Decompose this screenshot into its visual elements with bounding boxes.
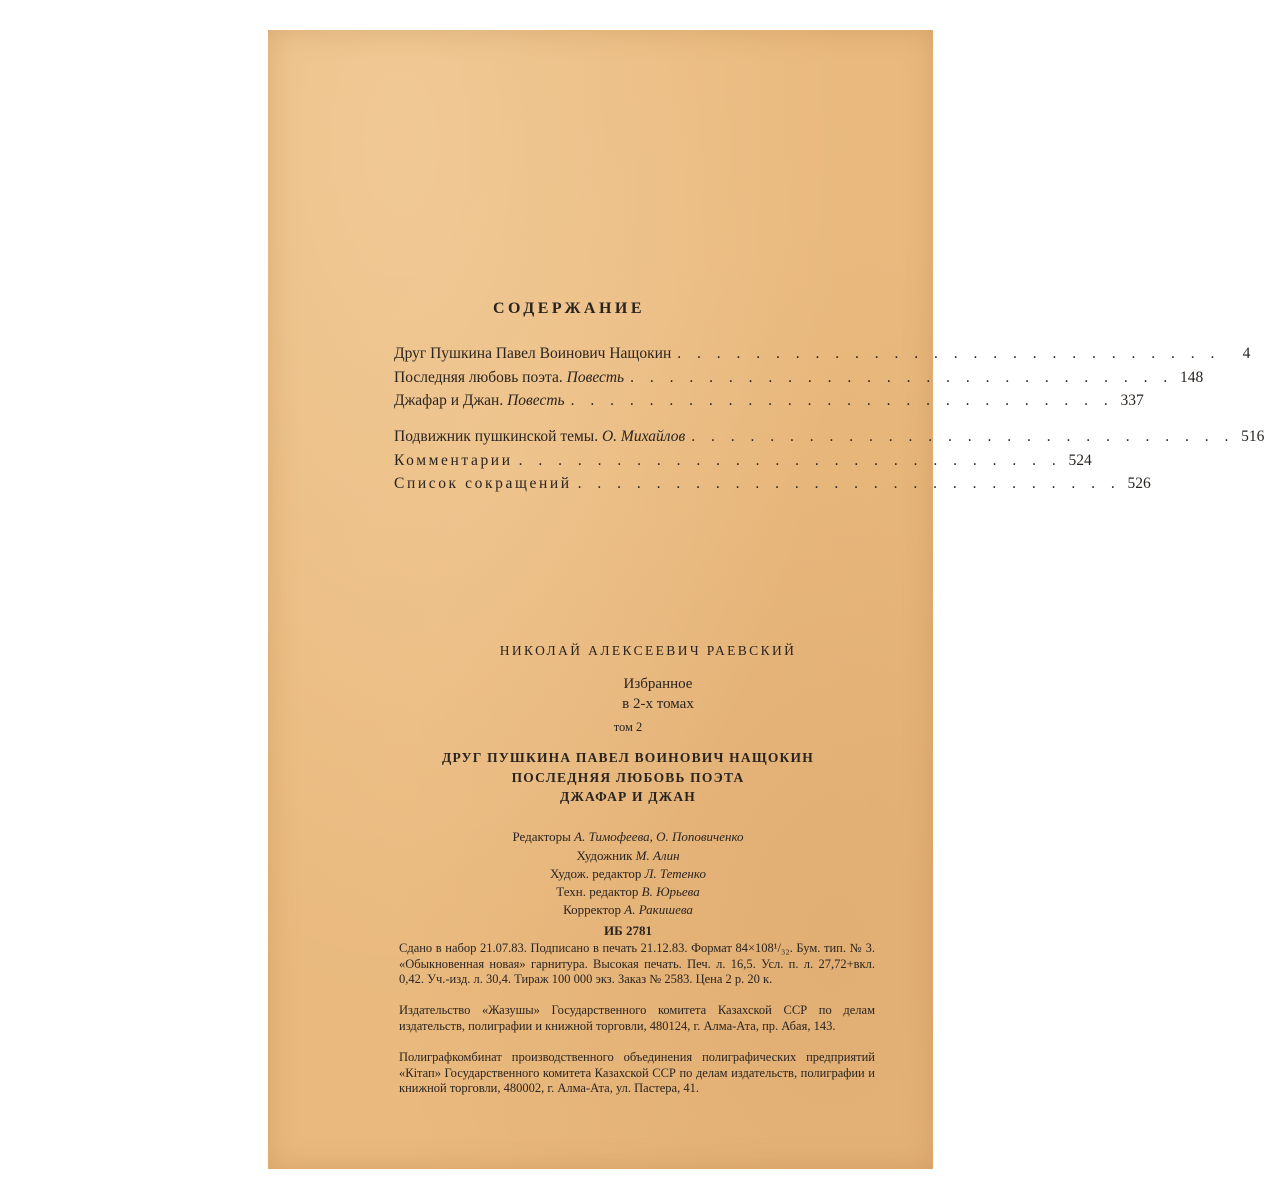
toc-entry [394, 345, 1251, 363]
toc-page-number: 148 [1180, 369, 1204, 386]
credit-line: Техн. редактор В. Юрьева [556, 884, 700, 899]
ib-number: ИБ 2781 [604, 923, 652, 938]
toc-entry-text: Джафар и Джан. Повесть [394, 392, 565, 409]
toc-page-number: 4 [1242, 345, 1251, 362]
toc-entry-text: Последняя любовь поэта. Повесть [394, 369, 625, 386]
toc-entry [394, 369, 1204, 387]
credit-line: Худож. редактор Л. Тетенко [550, 866, 706, 881]
printer-info: Полиграфкомбинат производственного объединения полиграфических предприятий «Кітап» Государственного комитета Казахской ССР по делам издательств, полиграфии и книжной торговли, 480002, г. Алма-Ата, ул. Пастера, 41. [399, 1050, 875, 1096]
volume-count: в 2-х томах [622, 696, 694, 712]
book-title-line: ДРУГ ПУШКИНА ПАВЕЛ ВОИНОВИЧ НАЩОКИН [442, 750, 814, 765]
toc-entry [394, 475, 1151, 493]
toc-page-number: 337 [1120, 392, 1144, 409]
print-details: Сдано в набор 21.07.83. Подписано в печать 21.12.83. Формат 84×108¹/₃₂. Бум. тип. № 3. «Обыкновенная новая» гарнитура. Высокая печать. Печ. л. 16,5. Усл. п. л. 27,72+вкл. 0,42. Уч.-изд. л. 30,4. Тираж 100 000 экз. Заказ № 2583. Цена 2 р. 20 к. [399, 941, 875, 987]
author-name: НИКОЛАЙ АЛЕКСЕЕВИЧ РАЕВСКИЙ [499, 643, 797, 658]
book-title-line: ДЖАФАР И ДЖАН [559, 789, 696, 804]
book-page [268, 30, 1264, 1169]
toc-entry [394, 452, 1092, 470]
toc-page-number: 524 [1068, 452, 1092, 469]
toc-dot-leader: . . . . . . . . . . . . . . . . . . . . . . . . . . . . [570, 392, 1114, 409]
toc-page-number: 526 [1127, 475, 1151, 492]
credit-names: А. Ракишева [624, 902, 693, 917]
credit-line: Корректор А. Ракишева [563, 902, 693, 917]
volume-number: том 2 [613, 720, 643, 734]
toc-dot-leader: . . . . . . . . . . . . . . . . . . . . . . . . . . . . [518, 452, 1062, 469]
contents-heading: СОДЕРЖАНИЕ [493, 300, 646, 317]
toc-dot-leader: . . . . . . . . . . . . . . . . . . . . . . . . . . . . [691, 428, 1235, 445]
toc-entry-italic: Повесть [507, 392, 565, 409]
toc-page-number: 516 [1241, 428, 1264, 445]
credit-names: А. Тимофеева, О. Поповиченко [574, 829, 744, 844]
toc-entry [394, 428, 1264, 446]
toc-dot-leader: . . . . . . . . . . . . . . . . . . . . . . . . . . . . [630, 369, 1174, 386]
toc-entry-italic: О. Михайлов [601, 428, 686, 445]
book-title-line: ПОСЛЕДНЯЯ ЛЮБОВЬ ПОЭТА [511, 770, 745, 785]
toc-entry-text: Подвижник пушкинской темы. О. Михайлов [394, 428, 686, 445]
toc-entry-italic: Повесть [566, 369, 625, 386]
credit-names: В. Юрьева [641, 884, 700, 899]
credit-names: Л. Тетенко [644, 866, 706, 881]
toc-entry-text: Список сокращений [394, 475, 572, 492]
toc-dot-leader: . . . . . . . . . . . . . . . . . . . . . . . . . . . . [577, 475, 1121, 492]
collection-title: Избранное [623, 676, 693, 692]
toc-entry-text: Друг Пушкина Павел Воинович Нащокин [394, 345, 672, 362]
publisher-info: Издательство «Жазушы» Государственного комитета Казахской ССР по делам издательств, полиграфии и книжной торговли, 480124, г. Алма-Ата, пр. Абая, 143. [399, 1003, 875, 1033]
toc-entry-text: Комментарии [394, 452, 513, 469]
toc-dot-leader: . . . . . . . . . . . . . . . . . . . . . . . . . . . . [677, 345, 1221, 362]
credit-line: Художник М. Алин [576, 848, 680, 863]
credit-names: М. Алин [635, 848, 680, 863]
toc-entry [394, 392, 1144, 410]
credit-line: Редакторы А. Тимофеева, О. Поповиченко [512, 829, 744, 844]
